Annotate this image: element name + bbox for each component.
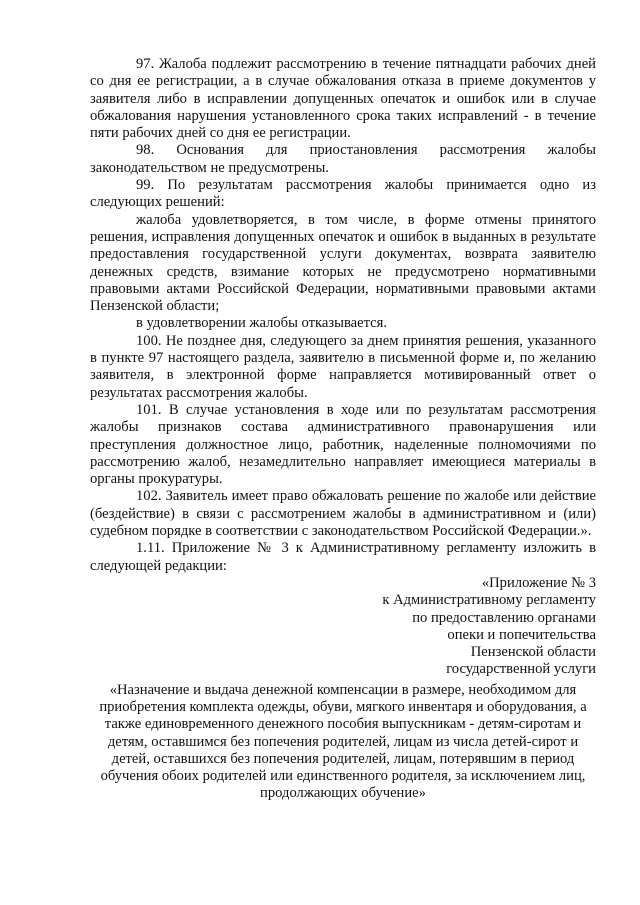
- appendix-header-line: Пензенской области: [470, 644, 596, 661]
- appendix-title: «Назначение и выдача денежной компенсации в размере, необходимом для приобретения комплекта одежды, обуви, мягкого инвентаря и оборудования, а также единовременного денежного пособия выпускникам - детям-сиротам и детям, оставшимся без попечения родителей, лицам из числа детей-сирот и детей, оставшихся без попечения родителей, лицам, потерявшим в период обучения обоих родителей или единственного родителя, за исключением лиц, продолжающих обучение»: [99, 681, 587, 802]
- paragraph-97: 97. Жалоба подлежит рассмотрению в течение пятнадцати рабочих дней со дня ее регистрации, а в случае обжалования отказа в приеме документов у заявителя либо в исправлении допущенных опечаток и ошибок или в случае обжалования нарушения установленного срока таких исправлений - в течение пяти рабочих дней со дня ее регистрации.: [90, 56, 596, 142]
- decision-satisfied: жалоба удовлетворяется, в том числе, в форме отмены принятого решения, исправления допущенных опечаток и ошибок в выданных в результате предоставления государственной услуги документах, возврата заявителю денежных средств, взимание которых не предусмотрено нормативными правовыми актами Российской Федерации, нормативными правовыми актами Пензенской области;: [90, 211, 596, 315]
- paragraph-98: 98. Основания для приостановления рассмотрения жалобы законодательством не предусмотрены.: [90, 142, 596, 176]
- appendix-header-line: к Административному регламенту: [382, 592, 596, 609]
- paragraph-99: 99. По результатам рассмотрения жалобы принимается одно из следующих решений:: [90, 177, 596, 211]
- paragraph-100: 100. Не позднее дня, следующего за днем принятия решения, указанного в пункте 97 настоящего раздела, заявителю в письменной форме и, по желанию заявителя, в электронной форме направляется мотивированный ответ о результатах рассмотрения жалобы.: [90, 332, 596, 401]
- appendix-header-line: «Приложение № 3: [481, 574, 596, 591]
- appendix-header: [90, 575, 596, 679]
- appendix-header-line: государственной услуги: [446, 661, 596, 678]
- document-page: [90, 56, 596, 803]
- paragraph-101: 101. В случае установления в ходе или по результатам рассмотрения жалобы признаков состава административного правонарушения или преступления должностное лицо, работник, наделенные полномочиями по рассмотрению жалоб, незамедлительно направляет имеющиеся материалы в органы прокуратуры.: [90, 401, 596, 488]
- paragraph-102: 102. Заявитель имеет право обжаловать решение по жалобе или действие (бездействие) в связи с рассмотрением жалобы в административном и (или) судебном порядке в соответствии с законодательством Российской Федерации.».: [90, 488, 596, 540]
- paragraph-1-11: 1.11. Приложение № 3 к Административному регламенту изложить в следующей редакции:: [90, 540, 596, 574]
- decision-refused: в удовлетворении жалобы отказывается.: [136, 315, 388, 332]
- appendix-header-line: по предоставлению органами: [412, 609, 596, 626]
- appendix-header-line: опеки и попечительства: [447, 626, 596, 643]
